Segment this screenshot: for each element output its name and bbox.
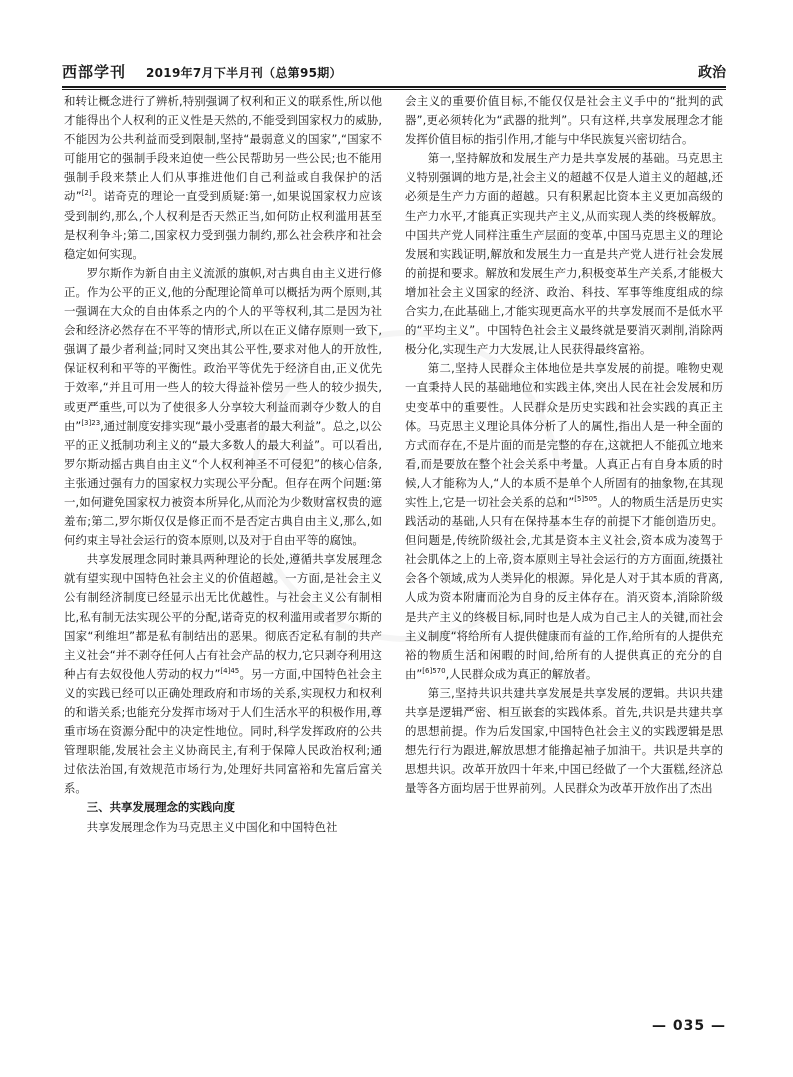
paragraph: 和转让概念进行了辨析,特别强调了权利和正义的联系性,所以他才能得出个人权利的正义性是天然的,不能受到国家权力的威胁,不能因为公共利益而受到限制,坚持“最弱意义的国家”,“国家不可能用它的强制手段来迫使一些公民帮助另一些公民;也不能用强制手段来禁止人们从事推进他们自己利益或自我保护的活动”[2]。诺奇克的理论一直受到质疑:第一,如果说国家权力应该受到制约,那么,个人权利是否天然正当,如何防止权利滥用甚至是权利争斗;第二,国家权力受到强力制约,那么社会秩序和社会稳定如何实现。 [64,94,382,261]
paragraph: 会主义的重要价值目标,不能仅仅是社会主义手中的“批判的武器”,更必须转化为“武器的批判”。只有这样,共享发展理念才能发挥价值目标的指引作用,才能与中华民族复兴密切结合。 [405,94,723,147]
right-column [405,92,723,798]
paragraph: 第一,坚持解放和发展生产力是共享发展的基础。马克思主义特别强调的地方是,社会主义的超越不仅是人道主义的超越,还必须是生产力方面的超越。只有积累起比资本主义更加高级的生产力水平,才能真正实现共产主义,从而实现人类的终极解放。中国共产党人同样注重生产层面的变革,中国马克思主义的理论发展和实践证明,解放和发展生力一直是共产党人进行社会发展的前提和要求。解放和发展生产力,积极变革生产关系,才能极大增加社会主义国家的经济、政治、科技、军事等维度组成的综合实力,在此基础上,才能实现更高水平的共享发展而不是低水平的“平均主义”。中国特色社会主义最终就是要消灭剥削,消除两极分化,实现生产力大发展,让人民获得最终富裕。 [405,151,723,357]
paragraph: 罗尔斯作为新自由主义流派的旗帜,对古典自由主义进行修正。作为公平的正义,他的分配理论简单可以概括为两个原则,其一强调在大众的自由体系之内的个人的平等权利,其二是因为社会和经济必然存在不平等的情形式,所以在正义储存原则一致下,强调了最少者利益;同时又突出其公平性,要求对他人的开放性,保证权利和平等的平衡性。政治平等优先于经济自由,正义优先于效率,“并且可用一些人的较大得益补偿另一些人的较少损失,或更严重些,可以为了使很多人分享较大利益而剥夺少数人的自由”$^{[3]23}$,通过制度安排实现“最小受惠者的最大利益”。总之,以公平的正义抵制功利主义的“最大多数人的最大利益”。可以看出,罗尔斯动摇古典自由主义“个人权利神圣不可侵犯”的核心信条,主张通过强有力的国家权力实现公平分配。但存在两个问题:第一,如何避免国家权力被资本所异化,从而沦为少数财富权贵的遮羞布;第二,罗尔斯仅仅是修正而不是否定古典自由主义,那么,如何约束主导社会运行的资本原则,以及对于自由平等的腐蚀。 [64,265,382,548]
running-header [62,58,726,86]
journal-name: 西部学刊 [62,63,127,81]
paragraph: 共享发展理念同时兼具两种理论的长处,遵循共享发展理念就有望实现中国特色社会主义的价值超越。一方面,是社会主义公有制经济制度已经显示出无比优越性。与社会主义公有制相比,私有制无法实现公平的分配,诺奇克的权利滥用或者罗尔斯的国家“利维坦”都是私有制结出的恶果。彻底否定私有制的共产主义社会“并不剥夺任何人占有社会产品的权力,它只剥夺利用这种占有去奴役他人劳动的权力”$^{[4]45}$。另一方面,中国特色社会主义的实践已经可以正确处理政府和市场的关系,实现权力和权利的和谐关系;也能充分发挥市场对于人们生活水平的积极作用,尊重市场在资源分配中的决定性地位。同时,科学发挥政府的公共管理职能,发展社会主义协商民主,有利于保障人民政治权利;通过依法治国,有效规范市场行为,处理好共同富裕和先富后富关系。 [64,552,382,796]
section-label: 政治 [698,65,726,81]
issue-info: 2019年7月下半月刊（总第95期） [146,66,342,80]
section-heading: 三、共享发展理念的实践向度 [86,800,235,815]
citation: [4]45 [220,667,240,676]
page-number: — 035 — [652,1018,726,1034]
header-rule-thick [62,86,726,88]
citation: [2] [81,189,92,198]
paragraph: 第三,坚持共识共建共享发展是共享发展的逻辑。共识共建共享是逻辑严密、相互嵌套的实践体系。首先,共识是共建共享的思想前提。作为后发国家,中国特色社会主义的实践逻辑是思想先行行为跟进,解放思想才能撸起袖子加油干。共识是共享的思想共识。改革开放四十年来,中国已经做了一个大蛋糕,经济总量等各方面均居于世界前列。人民群众为改革开放作出了杰出 [405,685,723,796]
citation: [3]23 [81,418,101,427]
paragraph: 第二,坚持人民群众主体地位是共享发展的前提。唯物史观一直秉持人民的基础地位和实践主体,突出人民在社会发展和历史变革中的重要性。人民群众是历史实践和社会实践的真正主体。马克思主义理论具体分析了人的属性,指出人是一种全面的方式而存在,不是片面的而是完整的存在,这就把人不能孤立地来看,而是要放在整个社会关系中考量。人真正占有自身本质的时候,人才能称为人,“人的本质不是单个人所固有的抽象物,在其现实性上,它是一切社会关系的总和”$^{[5]505}$。人的物质生活是历史实践活动的基础,人只有在保持基本生存的前提下才能创造历史。但问题是,传统阶级社会,尤其是资本主义社会,资本成为凌驾于社会肌体之上的上帝,资本原则主导社会运行的方方面面,统摄社会各个领域,成为人类异化的根源。异化是人对于其本质的背离,人成为资本附庸而沦为自身的反主体存在。消灭资本,消除阶级是共产主义的终极目标,同时也是人成为自己主人的关键,而社会主义制度“将给所有人提供健康而有益的工作,给所有的人提供充裕的物质生活和闲暇的时间,给所有的人提供真正的充分的自由”$^{[6]570}$,人民群众成为真正的解放者。 [405,361,723,681]
paragraph: 共享发展理念作为马克思主义中国化和中国特色社 [86,819,338,834]
citation: [5]505 [574,495,598,504]
citation: [6]570 [422,667,446,676]
header-rule-thin [62,89,726,90]
left-column [64,92,382,837]
